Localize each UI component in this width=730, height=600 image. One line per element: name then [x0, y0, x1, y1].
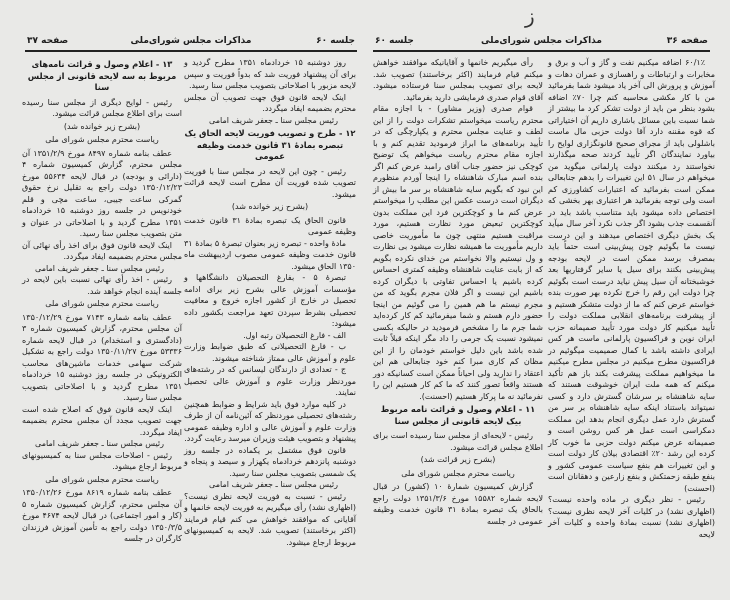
- paragraph: رئیس - اخذ رأی نهائی نسبت باین لایحه در جلسه آینده انجام خواهد شد.: [22, 275, 182, 296]
- text-column: [22, 57, 182, 545]
- signature-line: رئیس مجلس سنا ـ جعفر شریف امامی: [35, 263, 164, 273]
- paragraph: رئیس - لوایح دیگری از مجلس سنا رسیده است برای اطلاع مجلس قرائت میشود.: [22, 97, 182, 118]
- text-column: [548, 57, 715, 540]
- text-column: [184, 57, 356, 548]
- centered-line: (بشرح زیر خوانده شد): [63, 121, 141, 131]
- section-heading: ۱۳ - اعلام وصول و قرائت نامه‌های مربوط به سه لایحه قانونی از مجلس سنا: [27, 59, 177, 92]
- centered-line: ریاست محترم مجلس شورای ملی: [45, 135, 159, 144]
- handwritten-mark: ز: [525, 4, 535, 28]
- paragraph: رأی میگیریم خانمها و آقایانیکه موافقند خواهش میکنم قیام فرمایند (اکثر برخاستند) تصویب شد. لایحه برای تصویب بمجلس سنا فرستاده میشود. آقای قوام صدری فرمایشی دارید بفرمائید.: [373, 58, 543, 102]
- session-number: جلسه ۶۰: [316, 36, 355, 46]
- paragraph: اینک لایحه قانون فوق که اصلاح شده است جهت تصویب مجدد آن مجلس محترم بضمیمه ایفاد میگردد.: [22, 404, 182, 437]
- paragraph: الف - فارغ التحصیلان رتبه اول.: [243, 330, 346, 340]
- paragraph: عطف بنامه شماره ۸۶۱۹ مورخ ۱۳۵۰/۱۲/۲۶ آن مجلس محترم، گزارش کمیسیون شماره ۵ (کار و امور اجتماعی) در قبال لایحه ۴۶۷۴ مورخ ۱۳۵۰/۳/۵ دولت راجع به تأمین آموزش فرزندان کارگران در جلسه: [22, 488, 182, 543]
- paragraph: ۶۰/۱٪ اضافه میکنیم نفت و گاز و آب و برق و مخابرات و ارتباطات و راهسازی و عمران دهات و آموزش و پرورش الی آخر یاد میشود شما بفرمائید من با کار مکشی محاسبه کنم چرا ۷۰٪ اضافه بشود بنظر من باید از دولت تشکر کرد ما بیشتر از شما نسبت باین مسائل باشاری داریم آن اختیاراتی که قوه مقننه دارد آقا دولت حزبی مال ماست باشلولی باید از مجرای صحیح قانونگزاری لوایح را بیاورد نمایندگان اگر تأیید کردند صحه میگذارند نخواستند رد میکنند دولت پارلمانی میگوید من میخواهم در سال ۵۱ این تغییرات را بدهم جنابعالی ممکن است بفرمائید که اعتبارات کشاورزی کم است ولی توجه بفرمائید هر اعتباری بهر بخشی که اختصاص داده میشود باید متناسب باشد باید در آنقسمت جذب بشود اگر جذب نکرد آخر سال میآید یک بخش دیگری اختصاص میدهند و این درست نیست ما بگوئیم چون پیش‌بینی است حتماً باید بمصرف برسد ممکن است در لایحه بودجه پیش‌بینی بکنند برای سیل یا سایر گرفتاریها بعد خوشبختانه آن سیل پیش نیاید درست است بگوئیم چرا دولت این رقم را خرج نکرده بهر صورت بنده خواستم عرض کنم که ما از دولت متشکر هستیم و از پیشرفت برنامه‌های انقلابی مملکت دولت را تأیید میکنیم کار دولت مورد تأیید صمیمانه حزب ایران نوین و فراکسیون پارلمانی ماست هر کس ایرادی داشته باشد با کمال صمیمیت میگوئیم در فراکسیون مطرح میکنیم در مجلس مطرح میکنیم ما میخواهیم مملکت پیشرفت بکند باز هم تأکید میکنم که همه ملت ایران خوشوقت هستند که سایه شاهنشاه بر سرشان گسترش دارد و کسی نمیتواند باستناد اینکه سایه شاهنشاه بر سر من گسترش دارد عمل دیگری انجام بدهد این مملکت دمکراسی است عمل هر کس روشن است و صمیمانه عرض میکنم دولت حزبی ما خوب کار کرده این رشد ۲۰٪ اقتصادی بیلان کار دولت است و این تغییرات هم بنفع سیاست عمومی کشور و بنفع طبقه زحمتکش و بنفع زارعین و دهقانان است (احسنت): [548, 58, 715, 493]
- page-header: [25, 34, 357, 52]
- paragraph: در کلیه موارد فوق باید شرایط و ضوابط همچنین رشته‌های تحصیلی موردنظر که آئین‌نامه آن از طرف وزارت علوم و آموزش عالی و اداره وظیفه عمومی پیشنهاد و بتصویب هیئت وزیران میرسد رعایت گردد.: [184, 399, 356, 443]
- centered-line: (بشرح زیر قرائت شد): [420, 455, 496, 464]
- paragraph: قانون الحاق یک تبصره بمادهٔ ۳۱ قانون خدمت وظیفه عمومی: [184, 215, 356, 236]
- paragraph: روز دوشنبه ۱۵ خردادماه ۱۳۵۱ مطرح گردید و برای آن پیشنهاد فوریت شد که بدواً فوریت و سپس لایحه مزبور با اصلاحاتی بتصویب مجلس سنا رسید.: [184, 58, 356, 90]
- running-title: مذاکرات مجلس شورای‌ملی: [130, 36, 252, 46]
- paragraph: عطف بنامه شماره ۷۱۴۳ مورخ ۱۳۵۰/۱۲/۲۹ آن مجلس محترم، گزارش کمیسیون شماره ۳ (دادگستری و استخدام) در قبال لایحه شماره ۵۳۳۳۶ مورخ ۱۳۵۰/۱۱/۲۷ دولت راجع به تشکیل شرکت سهامی خدمات ماشین‌های محاسب الکترونیکی در جلسه روز دوشنبه ۱۵ خردادماه ۱۳۵۱ مطرح گردید و با اصلاحاتی بتصویب مجلس سنا رسید.: [22, 312, 182, 402]
- paragraph: رئیس - لایحه‌ای از مجلس سنا رسیده است برای اطلاع مجلس قرائت میشود.: [373, 431, 543, 452]
- centered-line: ریاست محترم مجلس شورای ملی: [45, 299, 159, 308]
- running-title: مذاکرات مجلس شورای‌ملی: [481, 36, 602, 46]
- paragraph: رئیس - نظر دیگری در ماده واحده نیست؟ (اظهاری نشد) در کلیات آخر لایحه نظری نیست؟ (اظهاری نشد) نسبت بمادهٔ واحده و کلیات آخر لایحه: [548, 495, 715, 539]
- paragraph: اینک لایحه قانون فوق جهت تصویب آن مجلس محترم بضمیمه ایفاد میگردد.: [184, 92, 356, 113]
- paragraph: تبصرهٔ ۵ - بفارغ التحصیلان دانشگاهها و مؤسسات آموزش عالی بشرح زیر برای ادامه تحصیل در خارج از کشور اجازه خروج و معافیت تحصیلی بشرط سپردن تعهد مراجعت بکشور داده میشود:: [184, 273, 356, 328]
- paragraph: قوام صدری (وزیر مشاور) - با اجازه مقام محترم ریاست میخواستم تشکرات دولت را از این لطف و عنایت مجلس محترم و یکپارچگی که در تأیید برنامه‌های ما ابراز فرمودید تقدیم کنم و با اجازه مقام محترم ریاست میخواهم یک توضیح کوچکی نیز حضور جناب آقای رامبد عرض کنم اگر بنده اسم مبارک شاهنشاه را اینجا آوردم منظورم این نبود که بگویم سایه شاهنشاه بر سر ما بیش از دیگران است درست عکس این مطلب را میخواستم عرض کنم ما و کوچکترین فرد این مملکت بدون کوچکترین تبعیض مورد نظارت هستیم، مورد مراقبت هستیم منتهی چون ما مأموریت خاصی داریم مأموریت ما همیشه نظارت میشود بی نظارت و ول نیستیم والا نخواستم من خدای نکرده بگویم که از بابت عنایت شاهنشاه وظیفه کمتری احساس کرده باشیم یا احساس تفاوتی با دیگران کرده باشیم این نیست و اگر فلان مجرم بگوید که من مجرم نیستم ما هم همین را می گوئیم من اینجا حضور دارم هستم و شما میفرمائید کم کار کرده‌اید شما جرم ما را مشخص فرمودید در حالیکه بکسی نمیشود نسبت یک جرمی را داد مگر اینکه قبلاً ثابت شده باشد باین دلیل خواستم خودمان را از این مظان کم کاری مبرا کنم خود جنابعالی هم این اعتقاد را ندارید ولی احیاناً ممکن است کسانیکه دور هستند واقعاً تصور کنند که ما کم کار هستیم این را نفرمائید نه ما پرکار هستیم (احسنت).: [373, 104, 543, 401]
- paragraph: رئیس - نسبت به فوریت لایحه نظری نیست؟ (اظهاری نشد) رأی میگیریم به فوریت لایحه خانمها و آقایانی که موافقند خواهش می کنم قیام فرمایند (اکثر برخاستند) تصویب شد. لایحه به کمیسیونهای مربوط ارجاع میشود.: [184, 491, 356, 547]
- session-number: جلسه ۶۰: [375, 36, 414, 46]
- centered-line: (بشرح زیر خوانده شد): [231, 202, 309, 211]
- page-number: صفحه ۳۶: [666, 36, 708, 46]
- section-heading: ۱۱ - اعلام وصول و قرائت نامه مربوط بیک لایحه قانونی از مجلس سنا: [380, 404, 536, 426]
- paragraph: قانون فوق مشتمل بر یکماده در جلسه روز دوشنبه پانزدهم خردادماه یکهزار و سیصد و پنجاه و یک شمسی بتصویب مجلس سنا رسید.: [184, 445, 356, 478]
- paragraph: عطف بنامه شماره ۸۴۹۷ مورخ ۱۳۵۱/۲/۹ آن مجلس محترم، گزارش کمیسیون شماره ۴ (دارائی و بودجه) در قبال لایحه ۵۵۶۳۴ مورخ ۱۳۵۰/۱۲/۲۳ دولت راجع به تقلیل نرخ حقوق گمرکی ساعت جیبی، ساعت مچی و قلم خودنویس در جلسه روز دوشنبه ۱۵ خردادماه ۱۳۵۱ مطرح گردید و با اصلاحاتی در عنوان و متن بتصویب مجلس سنا رسید.: [22, 148, 182, 238]
- paragraph: مادهٔ واحده - تبصره زیر بعنوان تبصرهٔ ۵ بمادهٔ ۳۱ قانون خدمت وظیفه عمومی مصوب اردیبهشت ماه ۱۳۵۰ الحاق میشود.: [184, 238, 356, 271]
- paragraph: ب - فارغ التحصیلانی که طبق ضوابط وزارت علوم و آموزش عالی ممتاز شناخته میشوند.: [184, 342, 356, 363]
- signature-line: رئیس مجلس سنا ـ جعفر شریف امامی: [35, 439, 164, 448]
- paragraph: اینک لایحه قانون فوق برای اخذ رأی نهائی آن مجلس محترم بضمیمه ایفاد میگردد.: [22, 240, 182, 261]
- paragraph: رئیس - اصلاحات مجلس سنا به کمیسیونهای مربوط ارجاع میشود.: [22, 450, 182, 471]
- centered-line: ریاست محترم مجلس شورای ملی: [45, 474, 159, 484]
- text-column: [373, 57, 543, 527]
- paragraph: ج - تعدادی از دارندگان لیسانس که در رشته‌های موردنظر وزارت علوم و آموزش عالی تحصیل نمایند.: [184, 365, 356, 397]
- signature-line: رئیس مجلس سنا ـ جعفر شریف امامی: [209, 115, 338, 125]
- signature-line: رئیس مجلس سنا ـ جعفر شریف امامی: [209, 480, 338, 489]
- paragraph: گزارش کمیسیون شمارهٔ ۱۰ (کشور) در قبال لایحه شماره ۱۵۵۸۲ مورخ ۱۳۵۱/۳/۶ دولت راجع بالحاق یک تبصره بمادهٔ ۳۱ قانون خدمت وظیفه عمومی در جلسه: [373, 482, 544, 526]
- page-number: صفحه ۳۷: [27, 36, 69, 46]
- centered-line: ریاست محترم مجلس شورای ملی: [401, 468, 515, 478]
- section-heading: ۱۲ - طرح و تصویب فوریت لایحه الحاق یک تبصره بمادهٔ ۳۱ قانون خدمت وظیفه عمومی: [184, 128, 356, 161]
- page-header: [373, 34, 710, 52]
- paragraph: رئیس - چون این لایحه در مجلس سنا با فوریت تصویب شده فوریت آن مطرح است لایحه قرائت میشود.: [184, 166, 356, 199]
